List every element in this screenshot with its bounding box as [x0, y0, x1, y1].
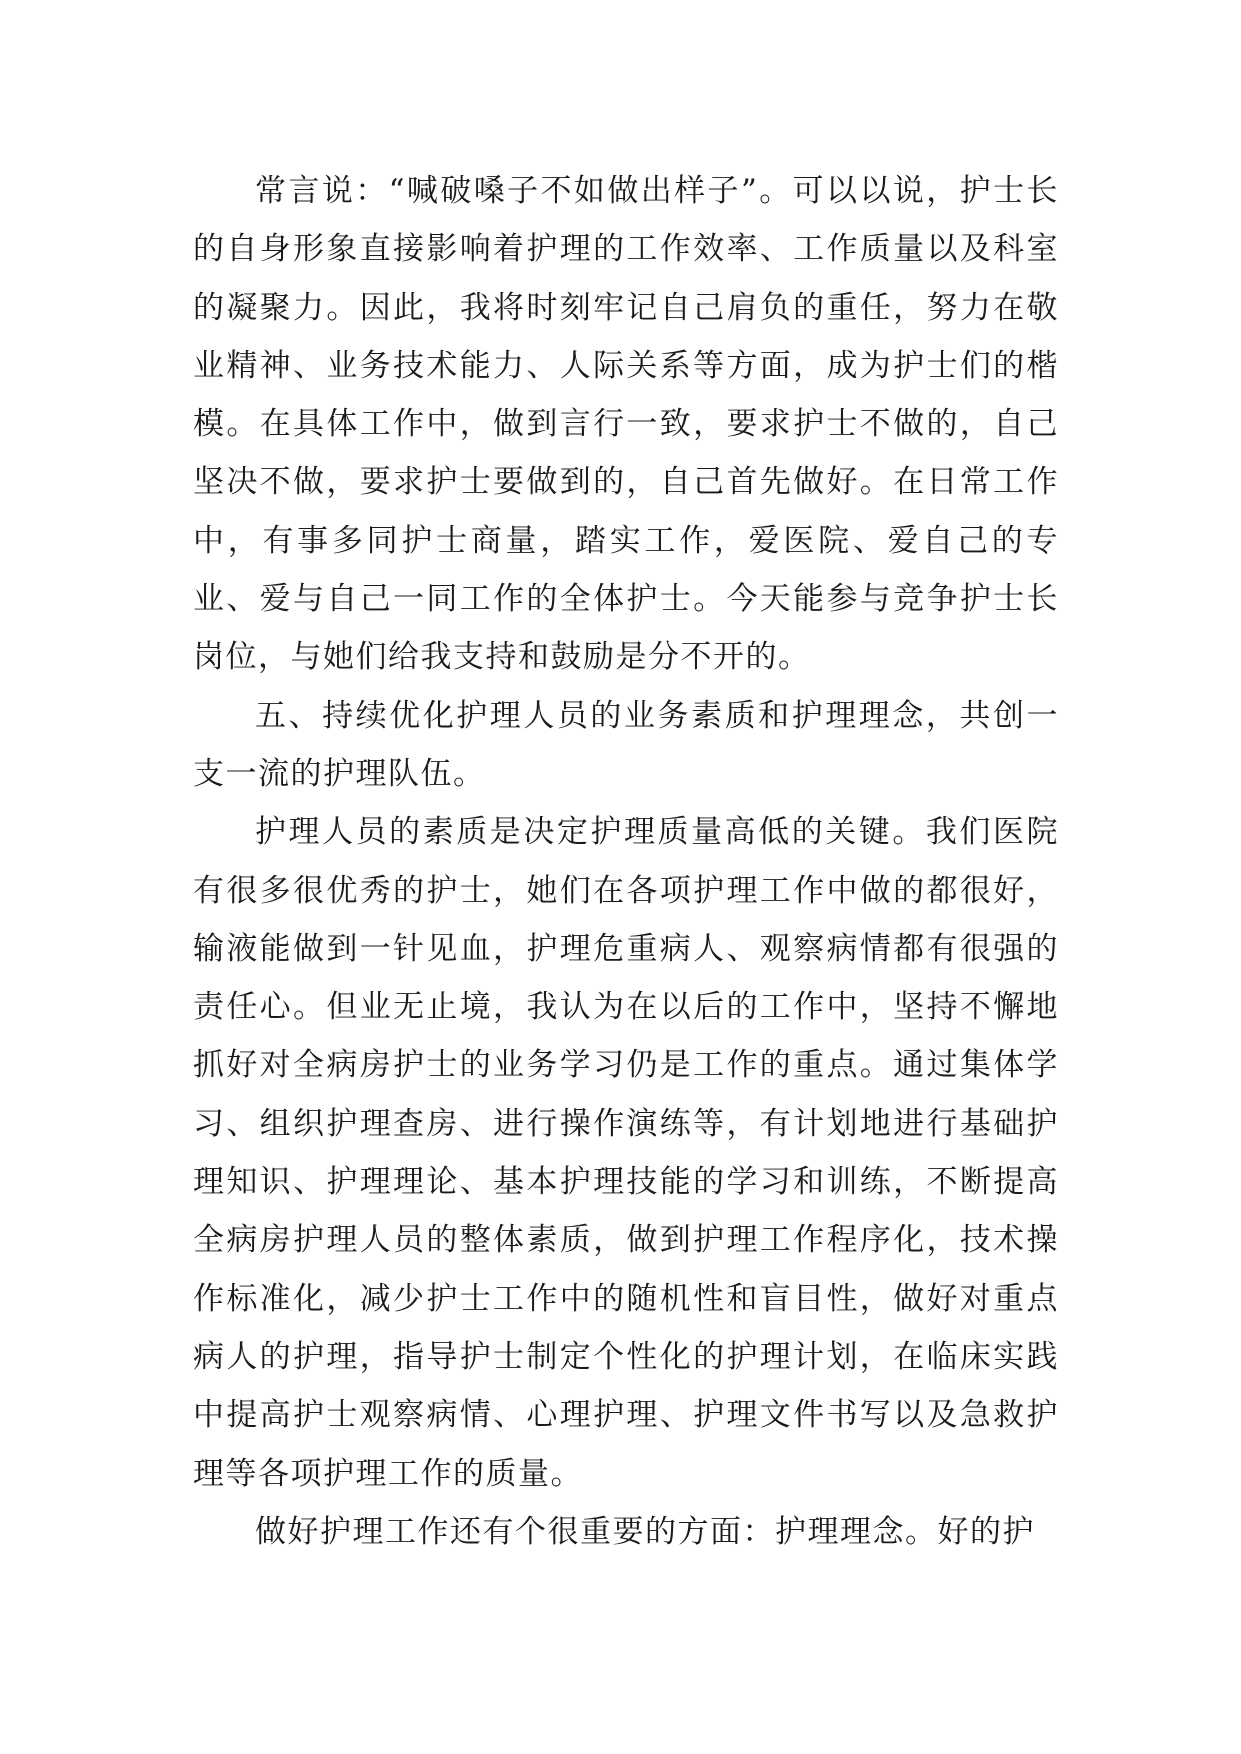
paragraph-section-five-heading: 五、持续优化护理人员的业务素质和护理理念，共创一支一流的护理队伍。	[193, 697, 1059, 792]
paragraph-staff-quality: 护理人员的素质是决定护理质量高低的关键。我们医院有很多很优秀的护士，她们在各项护理工作中做的都很好，输液能做到一针见血，护理危重病人、观察病情都有很强的责任心。但业无止境，我认为在以后的工作中，坚持不懈地抓好对全病房护士的业务学习仍是工作的重点。通过集体学习、组织护理查房、进行操作演练等，有计划地进行基础护理知识、护理理论、基本护理技能的学习和训练，不断提高全病房护理人员的整体素质，做到护理工作程序化，技术操作标准化，减少护士工作中的随机性和盲目性，做好对重点病人的护理，指导护士制定个性化的护理计划，在临床实践中提高护士观察病情、心理护理、护理文件书写以及急救护理等各项护理工作的质量。	[193, 814, 1059, 1492]
document-body	[193, 162, 1059, 1561]
paragraph-role-model: 常言说：“喊破嗓子不如做出样子”。可以以说，护士长的自身形象直接影响着护理的工作效率、工作质量以及科室的凝聚力。因此，我将时刻牢记自己肩负的重任，努力在敬业精神、业务技术能力、人际关系等方面，成为护士们的楷模。在具体工作中，做到言行一致，要求护士不做的，自己坚决不做，要求护士要做到的，自己首先做好。在日常工作中，有事多同护士商量，踏实工作，爱医院、爱自己的专业、爱与自己一同工作的全体护士。今天能参与竞争护士长岗位，与她们给我支持和鼓励是分不开的。	[193, 173, 1059, 676]
paragraph-nursing-concept: 做好护理工作还有个很重要的方面：护理理念。好的护	[255, 1513, 1035, 1550]
